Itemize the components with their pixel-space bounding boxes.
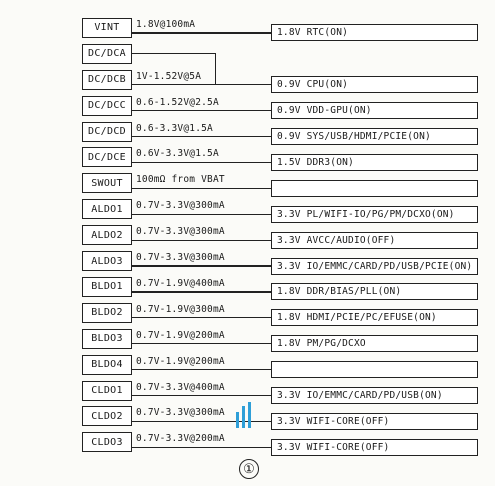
pin-cldo2: CLDO2: [82, 406, 132, 426]
pin-aldo3: ALDO3: [82, 251, 132, 271]
wire-vint: [132, 32, 271, 33]
rail-label-swout: 100mΩ from VBAT: [136, 174, 225, 186]
pin-dcdce: DC/DCE: [82, 147, 132, 167]
output-aldo2: 3.3V AVCC/AUDIO(OFF): [271, 232, 478, 249]
wire-dcdcb: [132, 84, 271, 85]
output-aldo3: 3.3V IO/EMMC/CARD/PD/USB/PCIE(ON): [271, 258, 478, 275]
pin-vint: VINT: [82, 18, 132, 38]
output-dcdcb: 0.9V CPU(ON): [271, 76, 478, 93]
rail-label-cldo3: 0.7V-3.3V@200mA: [136, 433, 225, 445]
output-cldo3: 3.3V WIFI-CORE(OFF): [271, 439, 478, 456]
output-vint: 1.8V RTC(ON): [271, 24, 478, 41]
rail-label-cldo1: 0.7V-3.3V@400mA: [136, 381, 225, 393]
output-aldo1: 3.3V PL/WIFI-IO/PG/PM/DCXO(ON): [271, 206, 478, 223]
pin-aldo2: ALDO2: [82, 225, 132, 245]
wire-bldo4: [132, 369, 271, 370]
rail-label-bldo2: 0.7V-1.9V@300mA: [136, 303, 225, 315]
wire-cldo1: [132, 395, 271, 396]
rail-label-aldo1: 0.7V-3.3V@300mA: [136, 200, 225, 212]
pin-bldo4: BLDO4: [82, 355, 132, 375]
rail-label-aldo2: 0.7V-3.3V@300mA: [136, 226, 225, 238]
wire-dcdcc: [132, 110, 271, 111]
rail-label-dcdcb: 1V-1.52V@5A: [136, 70, 202, 82]
output-bldo1: 1.8V DDR/BIAS/PLL(ON): [271, 283, 478, 300]
rail-label-bldo3: 0.7V-1.9V@200mA: [136, 329, 225, 341]
rail-label-vint: 1.8V@100mA: [136, 18, 196, 30]
output-dcdce: 1.5V DDR3(ON): [271, 154, 478, 171]
pin-bldo2: BLDO2: [82, 303, 132, 323]
pin-dcdcd: DC/DCD: [82, 122, 132, 142]
wire-dcdca-bend: [215, 53, 216, 85]
wire-swout: [132, 188, 271, 189]
rail-label-dcdce: 0.6V-3.3V@1.5A: [136, 148, 219, 160]
figure-number: ①: [239, 459, 259, 479]
wire-bldo1: [132, 291, 271, 292]
output-bldo3: 1.8V PM/PG/DCXO: [271, 335, 478, 352]
rail-label-dcdcc: 0.6-1.52V@2.5A: [136, 96, 219, 108]
output-dcdcd: 0.9V SYS/USB/HDMI/PCIE(ON): [271, 128, 478, 145]
pin-dcdca: DC/DCA: [82, 44, 132, 64]
rail-label-aldo3: 0.7V-3.3V@300mA: [136, 252, 225, 264]
output-dcdcc: 0.9V VDD-GPU(ON): [271, 102, 478, 119]
pin-dcdcb: DC/DCB: [82, 70, 132, 90]
pin-dcdcc: DC/DCC: [82, 96, 132, 116]
wire-aldo3: [132, 265, 271, 266]
wire-aldo1: [132, 214, 271, 215]
wire-dcdce: [132, 162, 271, 163]
wire-dcdca: [132, 53, 216, 54]
pin-bldo3: BLDO3: [82, 329, 132, 349]
wire-bldo3: [132, 343, 271, 344]
wire-cldo3: [132, 447, 271, 448]
wire-dcdcd: [132, 136, 271, 137]
rail-label-bldo1: 0.7V-1.9V@400mA: [136, 277, 225, 289]
wire-aldo2: [132, 240, 271, 241]
output-bldo4: [271, 361, 478, 378]
rail-label-bldo4: 0.7V-1.9V@200mA: [136, 355, 225, 367]
output-cldo2: 3.3V WIFI-CORE(OFF): [271, 413, 478, 430]
pin-cldo3: CLDO3: [82, 432, 132, 452]
wire-bldo2: [132, 317, 271, 318]
output-bldo2: 1.8V HDMI/PCIE/PC/EFUSE(ON): [271, 309, 478, 326]
rail-label-dcdcd: 0.6-3.3V@1.5A: [136, 122, 213, 134]
pin-swout: SWOUT: [82, 173, 132, 193]
output-swout: [271, 180, 478, 197]
pin-cldo1: CLDO1: [82, 381, 132, 401]
rail-label-cldo2: 0.7V-3.3V@300mA: [136, 407, 225, 419]
pin-aldo1: ALDO1: [82, 199, 132, 219]
output-cldo1: 3.3V IO/EMMC/CARD/PD/USB(ON): [271, 387, 478, 404]
pin-bldo1: BLDO1: [82, 277, 132, 297]
